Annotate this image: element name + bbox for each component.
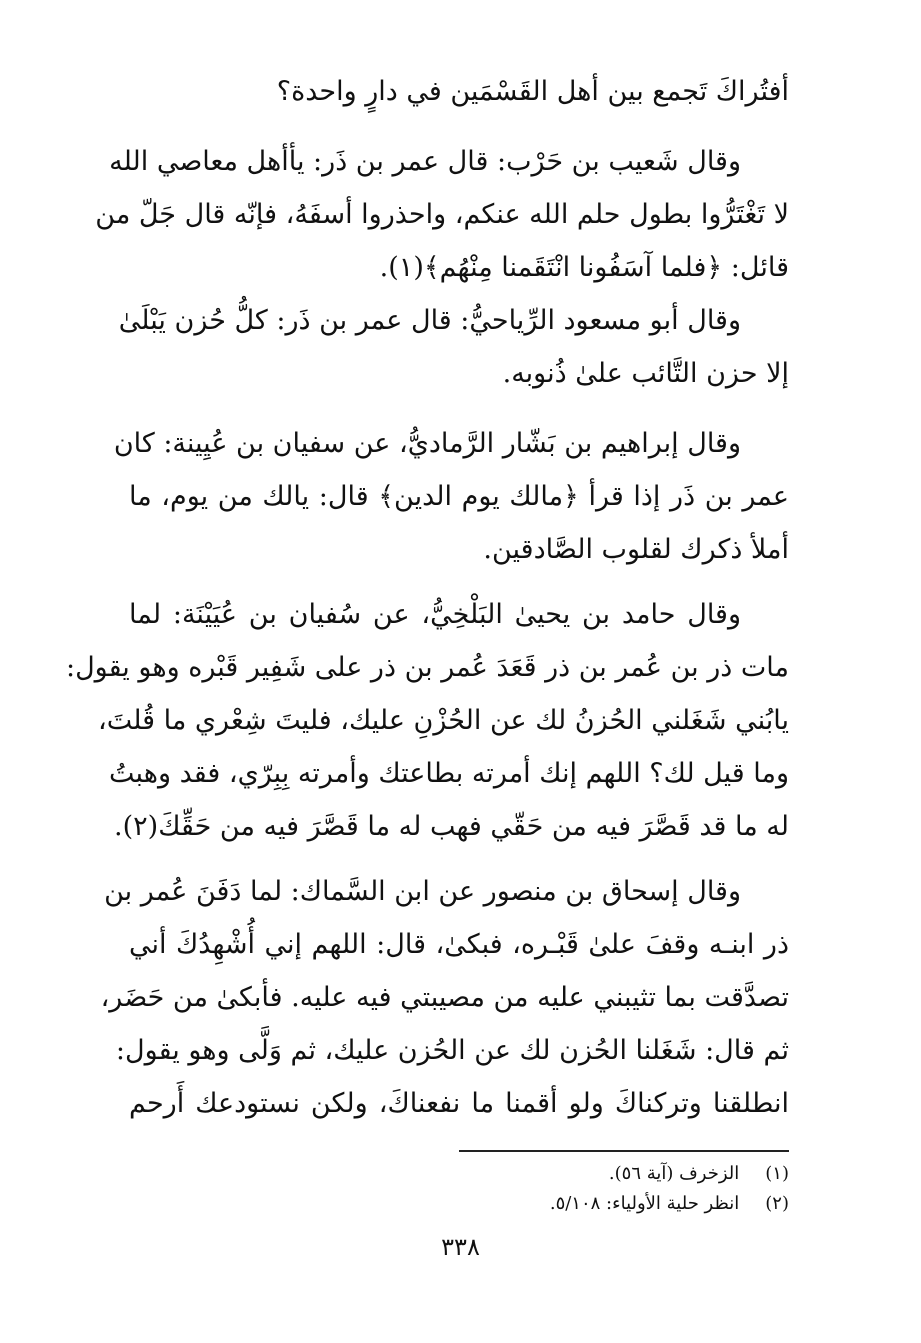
text-line: وقال شَعيب بن حَرْب: قال عمر بن ذَر: يأأهل معاصي الله (109, 146, 741, 177)
text-line: أفتُراكَ تَجمع بين أهل القَسْمَين في دارٍ واحدة؟ (276, 76, 789, 107)
text-line: عمر بن ذَر إذا قرأ ﴿مالك يوم الدين﴾ قال: يالك من يوم، ما (129, 481, 789, 512)
text-line: ثم قال: شَغَلنا الحُزن لك عن الحُزن عليك، ثم وَلَّى وهو يقول: (115, 1035, 789, 1066)
footnote (129, 1192, 789, 1216)
text-line: وقال حامد بن يحيىٰ البَلْخِيُّ، عن سُفيان بن عُيَيْنَة: لما (129, 599, 741, 630)
text-line: تصدَّقت بما تثيبني عليه من مصيبتي فيه عليه. فأبكىٰ من حَضَر، (100, 982, 789, 1013)
footnote-text: انظر حلية الأولياء: ٥/١٠٨. (549, 1193, 740, 1214)
text-line: وما قيل لك؟ اللهم إنك أمرته بطاعتك وأمرته بِبِرّي، فقد وهبتُ (109, 758, 789, 789)
footnote-text: الزخرف (آية ٥٦). (608, 1163, 740, 1184)
text-line: يابُني شَغَلني الحُزنُ لك عن الحُزْنِ عليك، فليتَ شِعْري ما قُلتَ، (98, 705, 789, 736)
footnote-number: (٢) (765, 1193, 789, 1214)
text-line: وقال إسحاق بن منصور عن ابن السَّماك: لما دَفَنَ عُمر بن (104, 876, 741, 907)
text-line: انطلقنا وتركناكَ ولو أقمنا ما نفعناكَ، ولكن نستودعك أَرحم (129, 1088, 789, 1119)
text-line: إلا حزن التَّائب علىٰ ذُنوبه. (502, 358, 789, 389)
text-line: له ما قد قَصَّرَ فيه من حَقّي فهب له ما قَصَّرَ فيه من حَقِّكَ(٢). (114, 811, 789, 842)
text-line: أملأ ذكرك لقلوب الصَّادقين. (483, 534, 789, 565)
footnote (129, 1162, 789, 1186)
footnote-separator (459, 1150, 789, 1152)
text-line: وقال إبراهيم بن بَشّار الرَّماديُّ، عن سفيان بن عُيِينة: كان (113, 428, 741, 459)
text-line: مات ذر بن عُمر بن ذر قَعَدَ عُمر بن ذر على شَفِير قَبْره وهو يقول: (65, 652, 789, 683)
text-line: قائل: ﴿فلما آسَفُونا انْتَقَمنا مِنْهُم﴾(١). (379, 252, 789, 283)
footnote-number: (١) (765, 1163, 789, 1184)
page-number: ٣٣٨ (441, 1233, 480, 1261)
text-line: وقال أبو مسعود الرِّياحيُّ: قال عمر بن ذَر: كلُّ حُزن يَبْلَىٰ (118, 305, 741, 336)
text-line: لا تَغْتَرُّوا بطول حلم الله عنكم، واحذروا أسفَهُ، فإنّه قال جَلّ من (95, 199, 789, 230)
text-line: ذر ابنـه وقفَ علىٰ قَبْـره، فبكىٰ، قال: اللهم إني أُشْهِدُكَ أني (129, 929, 789, 960)
